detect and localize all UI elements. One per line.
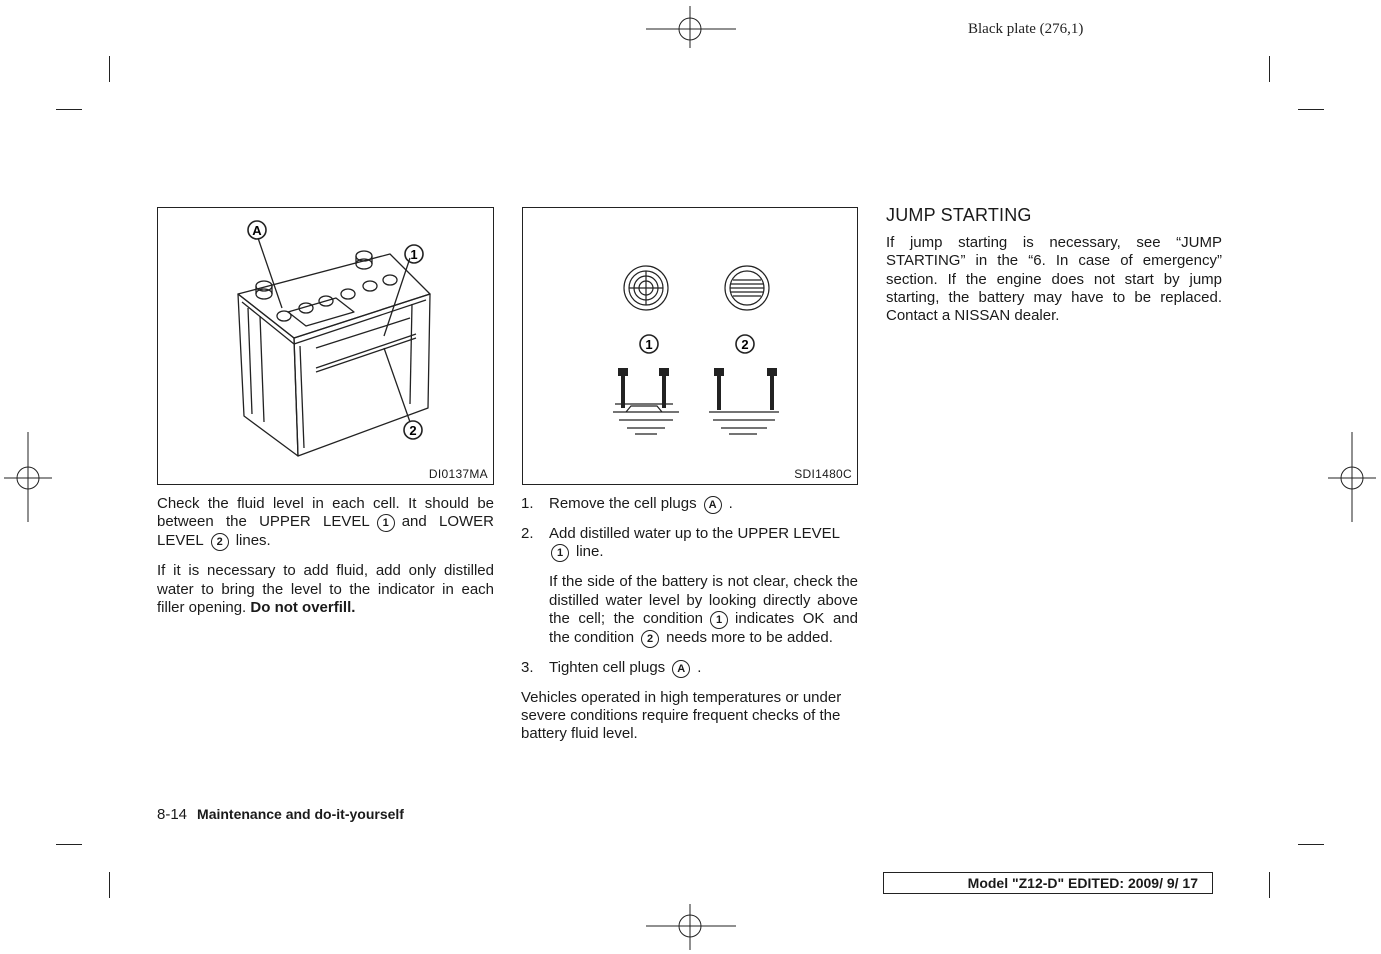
page-number: 8-14 <box>157 806 188 823</box>
column-jump-starting <box>886 234 1222 336</box>
add-fluid-paragraph: If it is necessary to add fluid, add only distilled water to bring the level to the indicator in each filler opening. Do not overfill. <box>157 562 494 616</box>
step-list <box>521 495 858 678</box>
fluid-check-paragraph: Check the fluid level in each cell. It should be between the UPPER LEVEL 1 and LOWER LEVEL 2 lines. <box>157 495 494 550</box>
callout-1: 1 <box>645 337 653 352</box>
closing-paragraph: Vehicles operated in high temperatures or under severe conditions require frequent checks of the battery fluid level. <box>521 688 842 743</box>
callout-2: 2 <box>409 423 417 438</box>
registration-mark-left <box>4 432 52 522</box>
step-item: 2. Add distilled water up to the UPPER LEVEL 1 line. If the side of the battery is not clear, check the distilled water level by looking directly above the cell; the condition 1 indicates OK and the condition 2 needs more to be added. <box>521 525 858 646</box>
registration-mark-top <box>646 6 736 48</box>
mark-1: 1 <box>551 544 569 562</box>
page-footer <box>157 806 404 823</box>
callout-1: 1 <box>410 247 418 262</box>
callout-a: A <box>252 223 262 238</box>
section-heading: JUMP STARTING <box>886 205 1032 225</box>
mark-a: A <box>672 660 690 678</box>
plate-label: Black plate (276,1) <box>968 21 1084 37</box>
mark-1: 1 <box>377 514 395 532</box>
registration-mark-bottom <box>646 904 736 950</box>
step-item: 3. Tighten cell plugs A . <box>521 658 702 676</box>
jump-starting-paragraph: If jump starting is necessary, see “JUMP STARTING” in the “6. In case of emergency” section. If the engine does not start by jump starting, the battery may have to be replaced. Contact a NISSAN dealer. <box>886 234 1222 325</box>
battery-illustration <box>158 208 495 486</box>
column-steps <box>521 495 858 755</box>
registration-mark-right <box>1328 432 1376 522</box>
mark-a: A <box>704 496 722 514</box>
fluid-level-figure <box>522 207 858 485</box>
model-edited-box: Model "Z12-D" EDITED: 2009/ 9/ 17 <box>883 872 1213 894</box>
battery-figure <box>157 207 494 485</box>
fluid-level-illustration <box>523 208 859 486</box>
mark-1: 1 <box>710 611 728 629</box>
figure-code: SDI1480C <box>794 467 852 481</box>
mark-2: 2 <box>211 533 229 551</box>
mark-2: 2 <box>641 630 659 648</box>
callout-2: 2 <box>741 337 749 352</box>
figure-code: DI0137MA <box>428 467 488 481</box>
step-item: 1. Remove the cell plugs A . <box>521 495 733 512</box>
column-fluid-check <box>157 495 494 628</box>
section-title: Maintenance and do-it-yourself <box>197 806 404 822</box>
step-note: If the side of the battery is not clear, check the distilled water level by looking directly above the cell; the condition 1 indicates OK and the condition 2 needs more to be added. <box>549 573 858 646</box>
warning-text: Do not overfill. <box>250 598 356 616</box>
